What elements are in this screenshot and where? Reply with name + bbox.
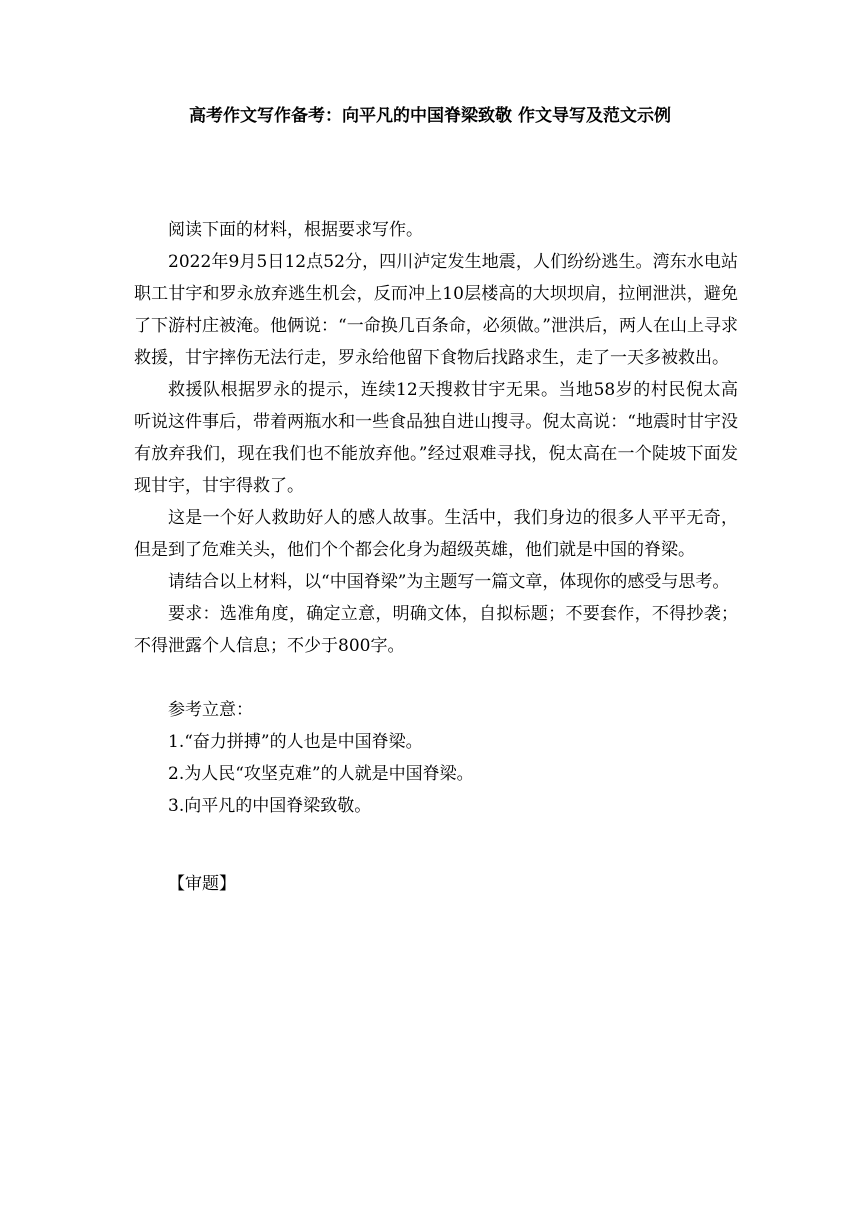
material-paragraph-1: 2022年9月5日12点52分，四川泸定发生地震，人们纷纷逃生。湾东水电站职工甘宇和罗永放弃逃生机会，反而冲上10层楼高的大坝坝肩，拉闸泄洪，避免了下游村庄被淹。他俩说：“一命换几百条命，必须做。”泄洪后，两人在山上寻求救援，甘宇摔伤无法行走，罗永给他留下食物后找路求生，走了一天多被救出。 bbox=[134, 252, 738, 368]
spacer bbox=[134, 822, 738, 868]
spacer bbox=[134, 662, 738, 694]
reference-point-1: 1.“奋力拼搏”的人也是中国脊梁。 bbox=[168, 732, 423, 752]
section-heading: 【审题】 bbox=[168, 874, 236, 894]
reference-point-2: 2.为人民“攻坚克难”的人就是中国脊梁。 bbox=[168, 764, 474, 784]
document-title: 高考作文写作备考：向平凡的中国脊梁致敬 作文导写及范文示例 bbox=[189, 106, 671, 126]
reference-heading: 参考立意： bbox=[168, 700, 253, 720]
requirements-paragraph: 要求：选准角度，确定立意，明确文体，自拟标题；不要套作，不得抄袭；不得泄露个人信息；不少于800字。 bbox=[134, 604, 738, 656]
reference-point-3: 3.向平凡的中国脊梁致敬。 bbox=[168, 796, 372, 816]
material-paragraph-2: 救援队根据罗永的提示，连续12天搜救甘宇无果。当地58岁的村民倪太高听说这件事后，带着两瓶水和一些食品独自进山搜寻。倪太高说：“地震时甘宇没有放弃我们，现在我们也不能放弃他。”经过艰难寻找，倪太高在一个陡坡下面发现甘宇，甘宇得救了。 bbox=[134, 380, 738, 496]
material-paragraph-3: 这是一个好人救助好人的感人故事。生活中，我们身边的很多人平平无奇，但是到了危难关头，他们个个都会化身为超级英雄，他们就是中国的脊梁。 bbox=[134, 508, 738, 560]
document-body bbox=[134, 214, 738, 900]
task-paragraph: 请结合以上材料，以“中国脊梁”为主题写一篇文章，体现你的感受与思考。 bbox=[168, 572, 730, 592]
instruction-paragraph: 阅读下面的材料，根据要求写作。 bbox=[168, 220, 423, 240]
